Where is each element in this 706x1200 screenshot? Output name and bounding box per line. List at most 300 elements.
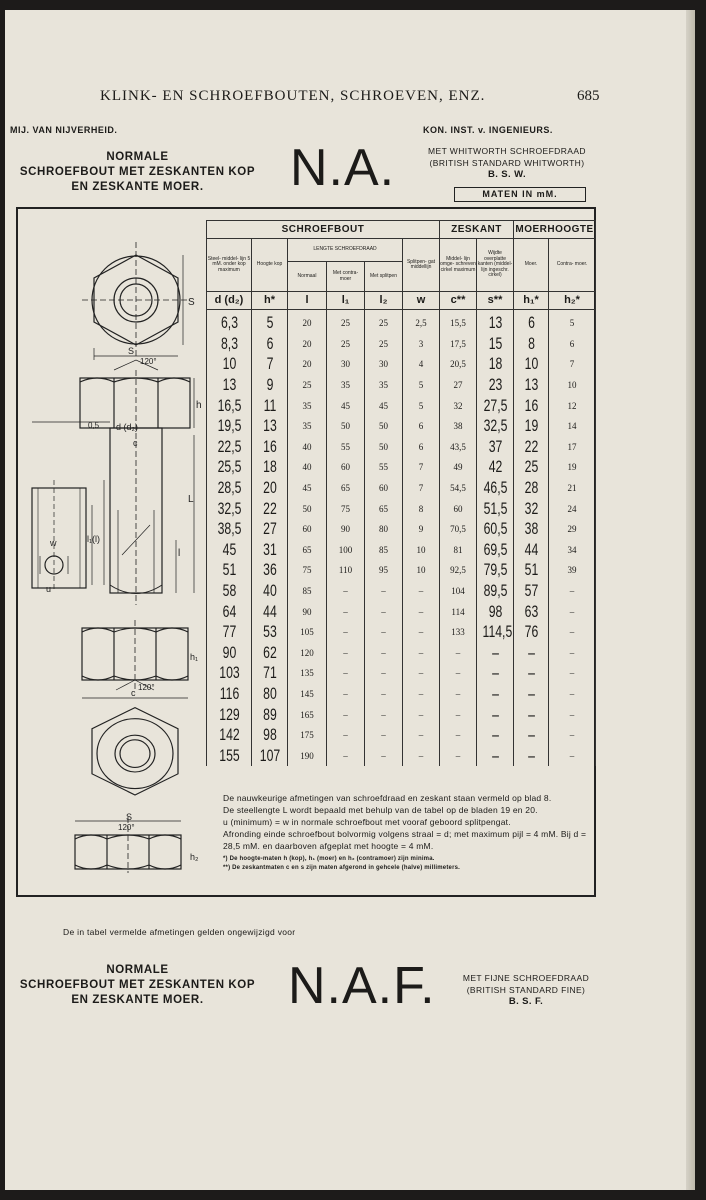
table-cell: 50 [365,416,403,437]
col-kop: Hoogte kop [252,239,288,292]
table-cell: 29 [549,519,596,540]
table-cell: – [365,725,403,746]
table-cell: – [549,704,596,725]
table-cell: – [365,745,403,766]
bottom-thread-line-2: (BRITISH STANDARD FINE) [466,985,586,995]
table-cell: 7 [403,457,440,478]
table-cell: 40 [257,581,283,602]
table-cell: 36 [257,560,283,581]
table-cell: – [327,663,365,684]
table-cell: – [482,725,509,746]
table-cell: – [518,725,543,746]
table-cell: – [365,704,403,725]
bottom-title [5,963,270,1008]
table-cell: 46,5 [483,478,507,498]
top-thread-line-3: B. S. W. [487,169,527,180]
table-cell: 38 [440,416,477,437]
footnote-1: *) De hoogte-maten h (kop), h₁ (moer) en h₂ (contramoer) zijn minima. [223,856,435,862]
table-cell: 27 [257,519,283,540]
table-cell: 70,5 [440,519,477,540]
table-cell: 129 [213,704,245,725]
table-cell: 45 [327,395,365,416]
table-cell: 25 [365,334,403,355]
org-right: KON. INST. v. INGENIEURS. [423,125,553,135]
table-cell: 50 [327,416,365,437]
table-cell: – [327,704,365,725]
table-cell: 145 [288,684,327,705]
label-half-mm: 0,5 [88,421,100,430]
table-cell: 39 [549,560,596,581]
table-cell: 6 [403,437,440,458]
nut-side-view [82,628,188,680]
table-cell: 18 [257,457,283,478]
table-cell: 120 [288,643,327,664]
table-cell: 30 [327,354,365,375]
table-row [207,519,596,540]
table-cell: 7 [549,354,596,375]
table-cell: – [403,684,440,705]
table-cell: – [365,622,403,643]
label-d: d (d₂) [116,422,138,432]
table-cell: – [549,725,596,746]
table-cell: 5 [403,375,440,396]
table-cell: 30 [365,354,403,375]
table-cell: 7 [403,478,440,499]
group-moerhoogte: MOERHOOGTE [514,221,596,239]
group-zeskant: ZESKANT [440,221,514,239]
column-header-row [207,239,596,262]
top-title-line-2: SCHROEFBOUT MET ZESKANTEN KOP [19,166,256,178]
table-cell: 142 [213,725,245,746]
table-cell: 23 [482,375,509,396]
table-cell: 135 [288,663,327,684]
table-cell: – [549,581,596,602]
note-3: u (minimum) = w in normale schroefbout met vooraf geboord splitpengat. [223,817,511,827]
label-c-mid: c [131,688,136,698]
table-cell: 13 [518,375,543,396]
bottom-note: De in tabel vermelde afmetingen gelden ongewijzigd voor [63,927,296,937]
table-cell: 116 [213,684,245,705]
footnote-2: **) De zeskantmaten c en s zijn maten afgerond in gehcele (halve) millimeters. [223,865,461,871]
table-cell: 76 [518,622,543,643]
bolt-drawing [18,220,206,862]
bottom-title-line-2: SCHROEFBOUT MET ZESKANTEN KOP [19,979,256,991]
sym-h2: h₂* [549,292,596,310]
table-cell: 155 [213,745,245,766]
table-cell: 103 [213,663,245,684]
col-normaal: Normaal [288,262,327,292]
table-cell: 190 [288,745,327,766]
table-cell: – [482,745,509,766]
col-contramoer: Contra- moer. [549,239,596,292]
table-cell: 38 [518,519,543,540]
running-header: KLINK- EN SCHROEFBOUTEN, SCHROEVEN, ENZ. [100,88,486,104]
page-edge [686,10,695,1190]
table-cell: 114 [440,601,477,622]
table-cell: 80 [365,519,403,540]
table-cell: 85 [365,540,403,561]
table-cell: 35 [327,375,365,396]
table-cell: – [482,704,509,725]
table-row [207,745,596,766]
notes [223,792,591,873]
table-row [207,601,596,622]
table-cell: – [549,622,596,643]
table-row [207,395,596,416]
table-cell: 10 [549,375,596,396]
table-cell: 27,5 [483,395,507,415]
table-cell: 19,5 [213,416,245,437]
note-1: De nauwkeurige afmetingen van schroefdraad en zeskant staan vermeld op blad 8. [223,793,552,803]
table-cell: 18 [482,354,509,375]
table-cell: 20,5 [440,354,477,375]
table-cell: – [327,622,365,643]
label-s-top: S [188,297,195,308]
table-cell: 65 [288,540,327,561]
table-row [207,643,596,664]
col-wijdte: Wijdte overplatte kanten (middel- lijn ingeschr. cirkel) [477,239,514,292]
table-cell: 16 [518,395,543,416]
col-met-splitpen: Met splitpen [365,262,403,292]
table-cell: 25 [518,457,543,478]
table-cell: – [482,684,509,705]
table-cell: 54,5 [440,478,477,499]
table-cell: 25,5 [213,457,245,478]
table-cell: 25 [327,334,365,355]
table-cell: 60 [440,498,477,519]
table-row [207,457,596,478]
table-cell: 32 [518,498,543,519]
table-cell: – [440,684,477,705]
table-cell: 75 [288,560,327,581]
table-cell: 32 [440,395,477,416]
table-cell: 15,5 [440,310,477,334]
table-cell: 51,5 [483,498,507,518]
table-row [207,437,596,458]
table-cell: – [365,601,403,622]
table-cell: 60 [365,478,403,499]
label-h2: h₂ [190,852,199,862]
table-cell: 24 [549,498,596,519]
table-cell: 27 [440,375,477,396]
table-cell: 90 [288,601,327,622]
table-cell: 58 [213,581,245,602]
table-cell: 10 [213,354,245,375]
standard-code-naf: N.A.F. [288,957,436,1015]
table-cell: 80 [257,684,283,705]
table-cell: – [403,704,440,725]
sym-l: l [288,292,327,310]
top-title-line-3: EN ZESKANTE MOER. [71,181,204,193]
table-cell: 107 [257,745,283,766]
table-cell: 12 [549,395,596,416]
symbol-row [207,292,596,310]
table-cell: 110 [327,560,365,581]
note-2: De steellengte L wordt bepaald met behulp van de tabel op de bladen 19 en 20. [223,805,538,815]
table-cell: 40 [288,457,327,478]
table-cell: – [440,725,477,746]
table-cell: – [327,684,365,705]
table-cell: 2,5 [403,310,440,334]
contramoer-drawing [65,815,195,873]
table-cell: 65 [327,478,365,499]
table-cell: – [518,663,543,684]
table-cell: 89,5 [483,581,507,601]
group-schroefbout: SCHROEFBOUT [207,221,440,239]
table-cell: 85 [288,581,327,602]
table-cell: 40 [288,437,327,458]
table-cell: 31 [257,540,283,561]
table-cell: – [365,581,403,602]
table-cell: 114,5 [482,622,512,642]
col-moer: Moer. [514,239,549,292]
group-header-row [207,221,596,239]
label-s-mid: S [128,346,135,356]
table-cell: – [440,663,477,684]
table-cell: – [365,663,403,684]
dimensions-table [206,220,596,766]
table-cell: 3 [403,334,440,355]
col-splitpen: Splitpen- gat middellijn [403,239,440,292]
table-cell: 20 [288,354,327,375]
table-cell: 65 [365,498,403,519]
table-cell: 104 [440,581,477,602]
table-cell: 79,5 [483,560,507,580]
table-cell: 34 [549,540,596,561]
table-cell: – [549,663,596,684]
table-cell: – [482,643,509,664]
table-cell: 35 [288,416,327,437]
table-cell: 17 [549,437,596,458]
table-cell: 10 [403,560,440,581]
label-L: L [188,494,194,505]
table-row [207,725,596,746]
col-middellijn: Middel- lijn omge- schreven cirkel maximum [440,239,477,292]
table-cell: 133 [440,622,477,643]
table-row [207,663,596,684]
table-cell: 98 [257,725,283,746]
table-cell: – [403,643,440,664]
label-l: l [178,548,181,559]
table-cell: – [549,601,596,622]
top-title [5,150,270,195]
table-cell: 5 [403,395,440,416]
table-row [207,416,596,437]
table-cell: 8 [518,334,543,355]
table-cell: – [327,725,365,746]
table-cell: 63 [518,601,543,622]
label-angle-bottom: 120° [118,823,135,832]
table-cell: 9 [257,375,283,396]
table-cell: 90 [327,519,365,540]
sym-l1: l₁ [327,292,365,310]
table-row [207,354,596,375]
table-cell: 38,5 [213,519,245,540]
table-cell: – [518,745,543,766]
top-thread-info [417,145,597,181]
table-cell: 64 [213,601,245,622]
table-cell: 11 [257,395,283,416]
table-cell: 13 [482,310,509,334]
table-cell: 20 [257,478,283,499]
table-cell: 90 [213,643,245,664]
table-cell: 55 [327,437,365,458]
table-cell: 32,5 [213,498,245,519]
table-cell: 60 [327,457,365,478]
table-cell: – [518,704,543,725]
bottom-title-line-1: NORMALE [106,964,169,976]
table-cell: – [327,601,365,622]
table-cell: – [327,643,365,664]
col-lengte: LENGTE SCHROEFDRAAD [288,239,403,262]
table-cell: – [403,601,440,622]
label-w: w [50,538,57,548]
table-cell: – [365,643,403,664]
table-cell: 95 [365,560,403,581]
table-cell: 25 [365,310,403,334]
table-cell: 53 [257,622,283,643]
table-cell: 21 [549,478,596,499]
table-cell: – [482,663,509,684]
table-cell: 92,5 [440,560,477,581]
table-cell: 13 [213,375,245,396]
table-row [207,560,596,581]
table-cell: – [549,643,596,664]
table-cell: 5 [549,310,596,334]
table-cell: – [440,745,477,766]
table-cell: 10 [403,540,440,561]
label-h1: h₁ [190,652,199,662]
table-cell: 69,5 [483,539,507,559]
table-cell: 42 [482,457,509,478]
table-row [207,622,596,643]
bottom-thread-info [451,972,601,1008]
table-cell: 51 [213,560,245,581]
table-cell: 44 [257,601,283,622]
table-row [207,684,596,705]
label-l1: l₁(l) [87,534,101,544]
table-cell: 17,5 [440,334,477,355]
table-cell: – [403,725,440,746]
table-cell: 16 [257,437,283,458]
table-cell: 62 [257,643,283,664]
table-cell: – [327,581,365,602]
label-h: h [196,400,202,411]
table-cell: 28 [518,478,543,499]
table-cell: 15 [482,334,509,355]
table-row [207,375,596,396]
table-cell: 50 [365,437,403,458]
table-cell: 25 [288,375,327,396]
bottom-thread-line-1: MET FIJNE SCHROEFDRAAD [462,973,590,983]
top-title-line-1: NORMALE [106,151,169,163]
col-steel: Steel- middel- lijn 5 mM. onder kop maximum [207,239,252,292]
sym-h1: h₁* [514,292,549,310]
table-row [207,704,596,725]
table-cell: 45 [365,395,403,416]
table-cell: – [365,684,403,705]
table-cell: 37 [482,437,509,458]
nut-hex-view [92,708,178,795]
table-cell: 6 [257,334,283,355]
table-cell: 77 [213,622,245,643]
table-cell: 8 [403,498,440,519]
table-cell: 57 [518,581,543,602]
table-body [207,310,596,767]
table-cell: – [403,745,440,766]
table-row [207,498,596,519]
table-cell: – [518,643,543,664]
table-row [207,540,596,561]
table-cell: – [549,745,596,766]
table-cell: 6 [518,310,543,334]
table-cell: 22 [257,498,283,519]
table-cell: – [403,581,440,602]
table-cell: 32,5 [483,416,507,436]
col-met-contramoer: Met contra- moer [327,262,365,292]
table-cell: 105 [288,622,327,643]
sym-d: d (d₂) [207,292,252,310]
table-cell: 13 [257,416,283,437]
table-cell: 6 [403,416,440,437]
table-cell: 44 [518,540,543,561]
top-thread-line-2: (BRITISH STANDARD WHITWORTH) [429,158,585,168]
table-cell: 51 [518,560,543,581]
table-cell: 5 [257,310,283,334]
table-cell: 19 [549,457,596,478]
table-cell: 14 [549,416,596,437]
units-box: MATEN IN mM. [454,187,586,202]
table-cell: 8,3 [213,334,245,355]
table-cell: 75 [327,498,365,519]
label-angle-top: 120° [140,357,157,366]
table-cell: 100 [327,540,365,561]
table-cell: 45 [213,540,245,561]
table-cell: 60,5 [483,519,507,539]
bottom-title-line-3: EN ZESKANTE MOER. [71,994,204,1006]
standard-code-na: N.A. [290,139,396,197]
sym-w: w [403,292,440,310]
table-cell: 22,5 [213,437,245,458]
table-cell: 60 [288,519,327,540]
table-cell: – [403,622,440,643]
table-cell: – [549,684,596,705]
table-cell: 49 [440,457,477,478]
top-thread-line-1: MET WHITWORTH SCHROEFDRAAD [428,146,586,156]
table-cell: 89 [257,704,283,725]
table-cell: – [440,704,477,725]
table-row [207,334,596,355]
sym-l2: l₂ [365,292,403,310]
table-row [207,310,596,334]
table-cell: – [403,663,440,684]
table-cell: 20 [288,310,327,334]
sym-h: h* [252,292,288,310]
table-cell: 7 [257,354,283,375]
table-cell: 35 [365,375,403,396]
table-cell: – [518,684,543,705]
table-cell: 19 [518,416,543,437]
page [5,10,695,1190]
table-cell: 50 [288,498,327,519]
table-row [207,478,596,499]
table-cell: 55 [365,457,403,478]
label-angle-mid: 120° [138,683,155,692]
table-cell: 6,3 [213,310,245,334]
table-cell: 81 [440,540,477,561]
org-left: MIJ. VAN NIJVERHEID. [10,125,118,135]
table-cell: 45 [288,478,327,499]
